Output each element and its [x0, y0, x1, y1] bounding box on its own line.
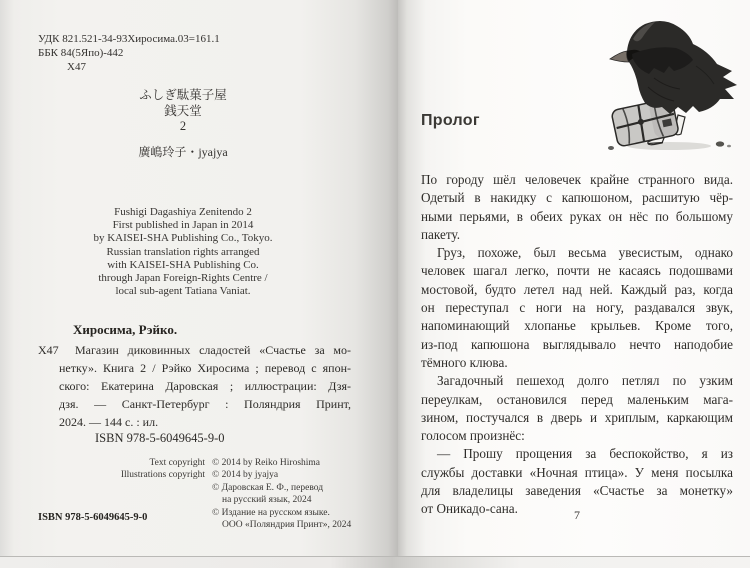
jp-title-lines — [0, 88, 366, 135]
rights-line: First published in Japan in 2014 — [112, 219, 254, 232]
text-line: напоминающий хлопанье крыльев. Кроме того, — [421, 318, 733, 334]
copyright-label: Illustrations copyright — [120, 470, 205, 481]
copyright-label: Text copyright — [149, 458, 205, 468]
rights-line: local sub-agent Tatiana Vaniat. — [115, 285, 251, 298]
bib-line: нетку». Книга 2 / Рэйко Хиросима ; перевод с япон- — [59, 361, 351, 375]
bib-line: 2024. — 144 с. : ил. — [59, 415, 159, 429]
crow-body — [610, 21, 737, 114]
copyright-row — [30, 482, 351, 494]
text-line: — Прошу прощения за беспокойство, я из — [437, 446, 733, 462]
crow-beak — [610, 51, 629, 62]
text-line: Одетый в накидку с капюшоном, расшитую чёр- — [421, 190, 733, 206]
text-line: из-под капюшона выглядывало нечто наподобие — [421, 336, 733, 352]
isbn-entry: ISBN 978-5-6049645-9-0 — [95, 431, 225, 445]
rights-line: with KAISEI-SHA Publishing Co. — [107, 258, 259, 271]
text-line: он переступал с ноги на ногу, раздавался звук, — [421, 300, 733, 316]
copyright-value: ООО «Поляндрия Принт», 2024 — [222, 520, 352, 531]
copyright-value: на русский язык, 2024 — [222, 495, 312, 506]
bibliographic-entry — [38, 341, 368, 431]
catalog-codes — [38, 32, 220, 74]
isbn-bottom: ISBN 978-5-6049645-9-0 — [38, 512, 148, 523]
copyright-row — [30, 469, 351, 481]
copyright-row — [30, 494, 351, 506]
bib-line: дзя. — Санкт-Петербург : Поляндрия Принт, — [59, 397, 351, 411]
text-line: мостовой, будто летел над ней. Каждый раз, когда — [421, 281, 733, 297]
bib-code: Х47 — [38, 343, 59, 357]
x47-line: Х47 — [67, 61, 86, 73]
rights-block — [48, 206, 318, 298]
rights-line: by KAISEI-SHA Publishing Co., Tokyo. — [93, 232, 273, 245]
copyright-value: © 2014 by Reiko Hiroshima — [212, 458, 321, 468]
text-line: от Оникадо-сана. — [421, 501, 518, 517]
book-bottom-edge — [0, 556, 750, 568]
bib-line: Магазин диковинных сладостей «Счастье за мо- — [75, 343, 351, 357]
text-line: тёмного клюва. — [421, 354, 508, 370]
bib-line: ского: Екатерина Даровская ; иллюстрации: Дзя- — [59, 379, 351, 393]
japanese-title-block — [0, 88, 366, 160]
crow-courier-illustration — [596, 16, 746, 161]
text-line: человек шагал легко, почти не касаясь подошвами — [421, 263, 733, 279]
text-line: голосом произнёс: — [421, 428, 525, 444]
copyright-value: © Даровская Е. Ф., перевод — [212, 482, 324, 493]
page-number: 7 — [574, 508, 580, 522]
bib-lines — [59, 341, 351, 431]
copyright-label — [30, 482, 205, 494]
text-line: переулкам, остановился перед маленьким мага- — [421, 391, 733, 407]
page-right — [398, 0, 750, 556]
paragraph — [421, 244, 733, 372]
jp-title-line: ふしぎ駄菓子屋 — [139, 88, 227, 102]
text-line: ными перьями, в обеих руках он нёс по большому — [421, 208, 733, 224]
jp-authors: 廣嶋玲子・jyajya — [138, 144, 228, 159]
copyright-value: © 2014 by jyajya — [212, 470, 279, 481]
text-line: Груз, похоже, был весьма увесистым, однако — [437, 245, 733, 261]
text-line: пакету. — [421, 226, 461, 242]
rights-line: through Japan Foreign-Rights Centre / — [98, 272, 268, 285]
udk-line: УДК 821.521-34-93Хиросима.03=161.1 — [38, 33, 220, 45]
chapter-title: Пролог — [421, 112, 480, 129]
text-line: Загадочный пешеход долго петлял по узким — [437, 373, 733, 389]
text-line: По городу шёл человечек крайне странного вида. — [421, 172, 733, 187]
paragraph — [421, 372, 733, 445]
author-heading: Хиросима, Рэйко. — [73, 322, 178, 337]
text-line: для владелицы заведения «Счастье за монетку» — [421, 483, 733, 499]
copyright-label — [30, 494, 205, 506]
text-line: службы доставки «Ночная птица». У меня посылка — [421, 464, 733, 480]
copyright-row — [30, 457, 351, 469]
paragraph — [421, 171, 733, 244]
jp-title-line: 2 — [179, 119, 187, 133]
rights-line: Russian translation rights arranged — [106, 245, 260, 258]
bbk-line: ББК 84(5Япо)-442 — [38, 47, 124, 59]
rights-line: Fushigi Dagashiya Zenitendo 2 — [114, 206, 252, 218]
jp-title-line: 銭天堂 — [164, 103, 202, 118]
prologue-body — [421, 171, 733, 519]
copyright-value: © Издание на русском языке. — [212, 507, 330, 518]
text-line: зином, постучался в дверь и хриплым, каркающим — [421, 409, 733, 425]
